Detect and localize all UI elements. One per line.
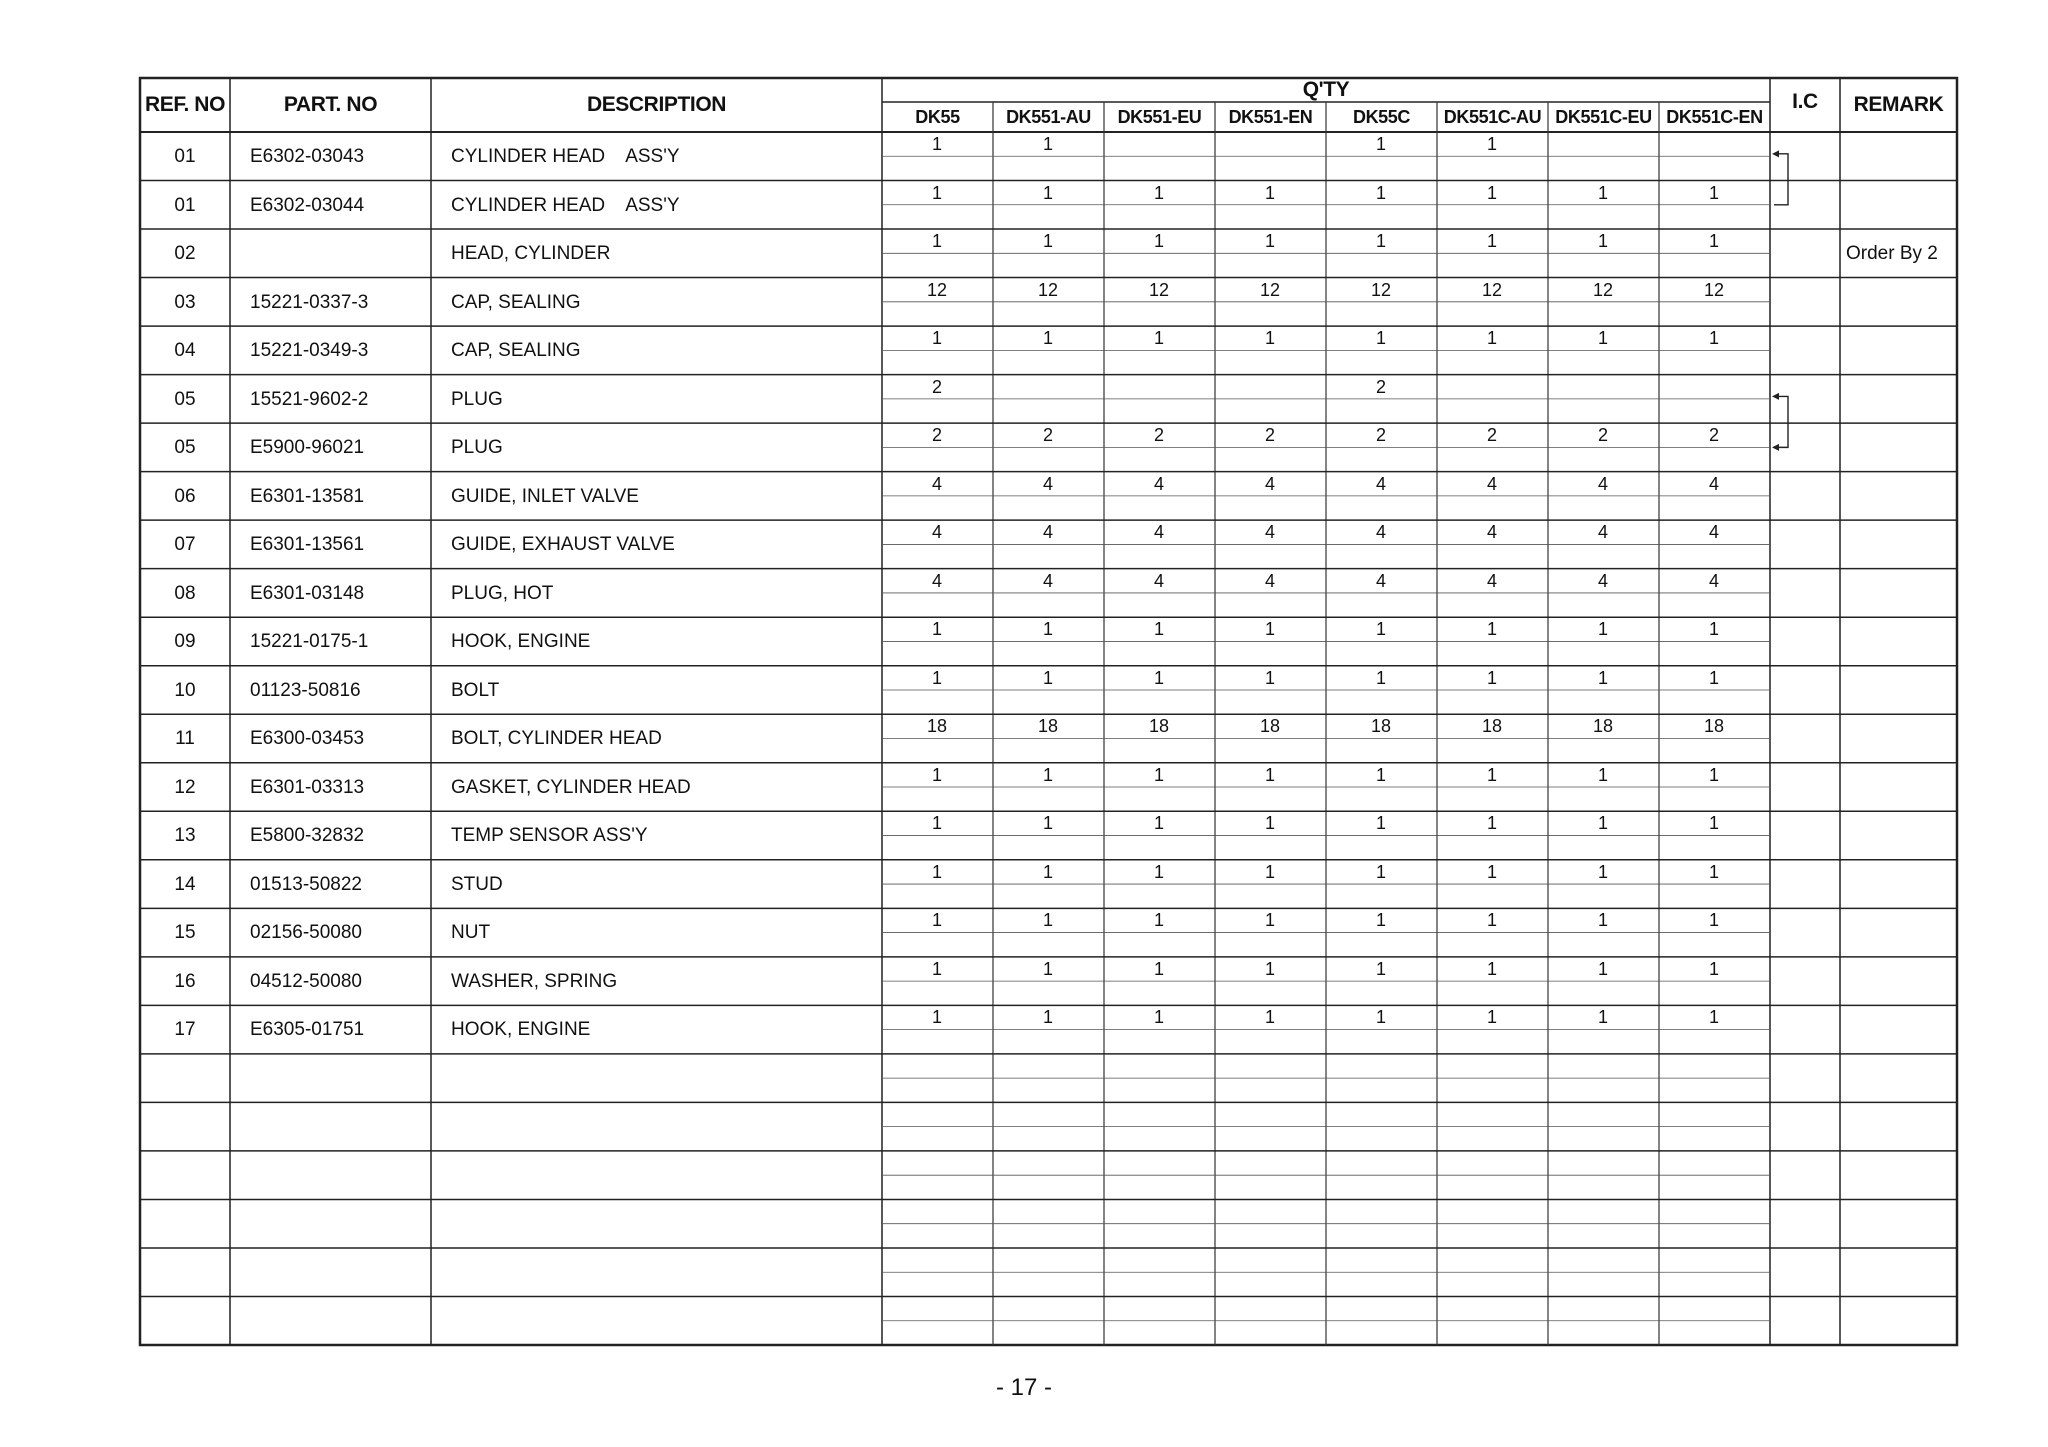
ref-no-cell: 15 bbox=[174, 922, 196, 944]
header-remark: REMARK bbox=[1853, 93, 1944, 116]
qty-cell-dk551c-eu: 12 bbox=[1592, 279, 1614, 300]
qty-cell-dk551c-au: 18 bbox=[1481, 716, 1503, 737]
qty-cell-dk55: 1 bbox=[931, 1007, 942, 1028]
qty-cell-dk551c-en: 1 bbox=[1708, 910, 1719, 931]
qty-cell-dk551-eu: 1 bbox=[1153, 182, 1164, 203]
qty-cell-dk551c-en: 4 bbox=[1708, 473, 1719, 494]
description-cell: NUT bbox=[451, 922, 491, 944]
ref-no-cell: 09 bbox=[174, 631, 196, 653]
qty-cell-dk55c: 1 bbox=[1375, 1007, 1386, 1028]
qty-cell-dk551-au: 12 bbox=[1037, 279, 1059, 300]
header-model-dk551-eu: DK551-EU bbox=[1117, 106, 1202, 127]
description-cell: GASKET, CYLINDER HEAD bbox=[451, 776, 691, 798]
qty-cell-dk551c-en: 1 bbox=[1708, 328, 1719, 349]
qty-cell-dk55c: 1 bbox=[1375, 813, 1386, 834]
qty-cell-dk551c-eu: 1 bbox=[1597, 667, 1608, 688]
qty-cell-dk551c-eu: 1 bbox=[1597, 958, 1608, 979]
part-no-cell: 01123-50816 bbox=[250, 679, 361, 701]
ref-no-cell: 03 bbox=[174, 291, 196, 313]
qty-cell-dk551c-au: 1 bbox=[1486, 134, 1497, 154]
qty-cell-dk551c-eu: 4 bbox=[1597, 522, 1608, 543]
qty-cell-dk55c: 1 bbox=[1375, 134, 1386, 154]
qty-cell-dk55: 1 bbox=[931, 813, 942, 834]
qty-cell-dk551-en: 1 bbox=[1264, 958, 1275, 979]
qty-cell-dk55: 12 bbox=[926, 279, 948, 300]
qty-cell-dk551c-eu: 1 bbox=[1597, 182, 1608, 203]
part-no-cell: 15221-0337-3 bbox=[250, 291, 369, 313]
ref-no-cell: 02 bbox=[174, 243, 196, 265]
interchange-bracket bbox=[1774, 396, 1788, 447]
qty-cell-dk551-eu: 4 bbox=[1153, 570, 1164, 591]
ref-no-cell: 04 bbox=[174, 340, 196, 362]
qty-cell-dk551c-en: 4 bbox=[1708, 570, 1719, 591]
ref-no-cell: 01 bbox=[174, 146, 196, 167]
qty-cell-dk551-en: 18 bbox=[1259, 716, 1281, 737]
qty-cell-dk551-au: 1 bbox=[1042, 619, 1053, 640]
ref-no-cell: 10 bbox=[174, 679, 196, 701]
table-border bbox=[140, 78, 1957, 1345]
qty-cell-dk55: 1 bbox=[931, 182, 942, 203]
description-cell: TEMP SENSOR ASS'Y bbox=[451, 825, 648, 847]
part-no-cell: 04512-50080 bbox=[250, 970, 362, 992]
part-no-cell: 15221-0349-3 bbox=[250, 340, 369, 362]
qty-cell-dk55: 1 bbox=[931, 764, 942, 785]
ref-no-cell: 06 bbox=[174, 485, 196, 507]
ref-no-cell: 05 bbox=[174, 437, 196, 459]
ref-no-cell: 17 bbox=[174, 1019, 196, 1041]
qty-cell-dk551c-en: 2 bbox=[1708, 425, 1719, 446]
qty-cell-dk551c-au: 1 bbox=[1486, 958, 1497, 979]
qty-cell-dk551c-en: 1 bbox=[1708, 861, 1719, 882]
qty-cell-dk551c-au: 1 bbox=[1486, 910, 1497, 931]
interchange-arrow-icon bbox=[1772, 393, 1779, 400]
qty-cell-dk55: 1 bbox=[931, 134, 942, 154]
qty-cell-dk551-en: 1 bbox=[1264, 764, 1275, 785]
header-model-dk551-en: DK551-EN bbox=[1228, 106, 1313, 127]
part-no-cell: E6302-03043 bbox=[250, 146, 365, 167]
description-cell: CYLINDER HEAD ASS'Y bbox=[451, 146, 680, 167]
qty-cell-dk551-en: 1 bbox=[1264, 910, 1275, 931]
qty-cell-dk551-au: 1 bbox=[1042, 1007, 1053, 1028]
qty-cell-dk55: 1 bbox=[931, 958, 942, 979]
qty-cell-dk551-au: 1 bbox=[1042, 231, 1053, 252]
qty-cell-dk55c: 1 bbox=[1375, 910, 1386, 931]
qty-cell-dk55: 2 bbox=[931, 425, 942, 446]
qty-cell-dk551-au: 1 bbox=[1042, 182, 1053, 203]
qty-cell-dk55: 1 bbox=[931, 231, 942, 252]
interchange-arrow-icon bbox=[1772, 150, 1779, 157]
qty-cell-dk55: 1 bbox=[931, 667, 942, 688]
qty-cell-dk551-eu: 1 bbox=[1153, 231, 1164, 252]
qty-cell-dk551-eu: 4 bbox=[1153, 473, 1164, 494]
qty-cell-dk551-en: 1 bbox=[1264, 182, 1275, 203]
qty-cell-dk551c-eu: 1 bbox=[1597, 813, 1608, 834]
qty-cell-dk551c-en: 1 bbox=[1708, 619, 1719, 640]
ref-no-cell: 11 bbox=[175, 728, 195, 750]
qty-cell-dk551-au: 1 bbox=[1042, 958, 1053, 979]
qty-cell-dk551-en: 4 bbox=[1264, 473, 1275, 494]
qty-cell-dk551-eu: 1 bbox=[1153, 328, 1164, 349]
qty-cell-dk55: 4 bbox=[931, 570, 942, 591]
qty-cell-dk551-au: 1 bbox=[1042, 764, 1053, 785]
qty-cell-dk551c-en: 1 bbox=[1708, 764, 1719, 785]
description-cell: PLUG bbox=[451, 437, 503, 459]
qty-cell-dk551-en: 1 bbox=[1264, 667, 1275, 688]
qty-cell-dk55c: 1 bbox=[1375, 619, 1386, 640]
header-ic: I.C bbox=[1792, 90, 1818, 113]
qty-cell-dk55c: 2 bbox=[1375, 376, 1386, 397]
description-cell: PLUG bbox=[451, 388, 503, 410]
qty-cell-dk551c-eu: 1 bbox=[1597, 764, 1608, 785]
qty-cell-dk551c-eu: 2 bbox=[1597, 425, 1608, 446]
qty-cell-dk551-au: 1 bbox=[1042, 134, 1053, 154]
qty-cell-dk551-au: 18 bbox=[1037, 716, 1059, 737]
qty-cell-dk55c: 4 bbox=[1375, 522, 1386, 543]
qty-cell-dk55c: 1 bbox=[1375, 328, 1386, 349]
part-no-cell: E6301-13561 bbox=[250, 534, 365, 556]
qty-cell-dk551c-eu: 1 bbox=[1597, 910, 1608, 931]
qty-cell-dk551-en: 4 bbox=[1264, 522, 1275, 543]
header-ref-no: REF. NO bbox=[144, 93, 226, 116]
ref-no-cell: 08 bbox=[174, 582, 196, 604]
qty-cell-dk551-en: 1 bbox=[1264, 813, 1275, 834]
interchange-bracket bbox=[1774, 154, 1788, 205]
part-no-cell: E6300-03453 bbox=[250, 728, 365, 750]
header-model-dk551c-en: DK551C-EN bbox=[1666, 106, 1763, 127]
qty-cell-dk55c: 1 bbox=[1375, 182, 1386, 203]
qty-cell-dk55c: 4 bbox=[1375, 570, 1386, 591]
qty-cell-dk55c: 4 bbox=[1375, 473, 1386, 494]
qty-cell-dk55c: 1 bbox=[1375, 667, 1386, 688]
qty-cell-dk55c: 1 bbox=[1375, 231, 1386, 252]
qty-cell-dk551-au: 1 bbox=[1042, 813, 1053, 834]
qty-cell-dk551c-en: 12 bbox=[1703, 279, 1725, 300]
qty-cell-dk55c: 1 bbox=[1375, 958, 1386, 979]
qty-cell-dk551c-en: 1 bbox=[1708, 1007, 1719, 1028]
qty-cell-dk55: 4 bbox=[931, 473, 942, 494]
description-cell: STUD bbox=[451, 873, 503, 895]
qty-cell-dk551-eu: 1 bbox=[1153, 667, 1164, 688]
qty-cell-dk551c-en: 1 bbox=[1708, 958, 1719, 979]
description-cell: HOOK, ENGINE bbox=[451, 631, 591, 653]
qty-cell-dk551c-au: 4 bbox=[1486, 522, 1497, 543]
header-part-no: PART. NO bbox=[283, 93, 378, 116]
qty-cell-dk551c-en: 1 bbox=[1708, 182, 1719, 203]
qty-cell-dk55c: 2 bbox=[1375, 425, 1386, 446]
description-cell: GUIDE, INLET VALVE bbox=[451, 485, 639, 507]
ref-no-cell: 14 bbox=[174, 873, 196, 895]
qty-cell-dk551c-eu: 1 bbox=[1597, 231, 1608, 252]
remark-cell: Order By 2 bbox=[1846, 243, 1938, 265]
part-no-cell: E6302-03044 bbox=[250, 194, 365, 216]
part-no-cell: E5800-32832 bbox=[250, 825, 365, 847]
qty-cell-dk551c-au: 1 bbox=[1486, 231, 1497, 252]
qty-cell-dk55c: 18 bbox=[1370, 716, 1392, 737]
qty-cell-dk551c-eu: 1 bbox=[1597, 1007, 1608, 1028]
qty-cell-dk551-eu: 1 bbox=[1153, 1007, 1164, 1028]
qty-cell-dk551-en: 1 bbox=[1264, 619, 1275, 640]
page-number: - 17 - bbox=[995, 1374, 1052, 1401]
part-no-cell: E6301-13581 bbox=[250, 485, 365, 507]
description-cell: HOOK, ENGINE bbox=[451, 1019, 591, 1041]
qty-cell-dk55c: 1 bbox=[1375, 861, 1386, 882]
part-no-cell: E6305-01751 bbox=[250, 1019, 365, 1041]
qty-cell-dk551c-au: 4 bbox=[1486, 570, 1497, 591]
qty-cell-dk551-eu: 1 bbox=[1153, 958, 1164, 979]
header-model-dk551-au: DK551-AU bbox=[1006, 106, 1091, 127]
qty-cell-dk551-au: 4 bbox=[1042, 522, 1053, 543]
part-no-cell: 15521-9602-2 bbox=[250, 388, 369, 410]
qty-cell-dk551c-au: 2 bbox=[1486, 425, 1497, 446]
description-cell: BOLT bbox=[451, 679, 500, 701]
qty-cell-dk551c-au: 1 bbox=[1486, 861, 1497, 882]
description-cell: PLUG, HOT bbox=[451, 582, 554, 604]
qty-cell-dk551c-en: 18 bbox=[1703, 716, 1725, 737]
qty-cell-dk551c-au: 1 bbox=[1486, 328, 1497, 349]
qty-cell-dk551c-eu: 18 bbox=[1592, 716, 1614, 737]
description-cell: CYLINDER HEAD ASS'Y bbox=[451, 194, 680, 216]
qty-cell-dk551c-en: 1 bbox=[1708, 813, 1719, 834]
qty-cell-dk551c-en: 1 bbox=[1708, 231, 1719, 252]
qty-cell-dk551c-eu: 1 bbox=[1597, 619, 1608, 640]
qty-cell-dk551-eu: 1 bbox=[1153, 813, 1164, 834]
qty-cell-dk551-eu: 12 bbox=[1148, 279, 1170, 300]
qty-cell-dk551c-au: 1 bbox=[1486, 182, 1497, 203]
qty-cell-dk551-en: 1 bbox=[1264, 231, 1275, 252]
header-model-dk55c: DK55C bbox=[1352, 106, 1411, 127]
description-cell: HEAD, CYLINDER bbox=[451, 243, 611, 265]
qty-cell-dk551-au: 1 bbox=[1042, 328, 1053, 349]
qty-cell-dk551-eu: 4 bbox=[1153, 522, 1164, 543]
qty-cell-dk551c-au: 1 bbox=[1486, 764, 1497, 785]
qty-cell-dk55: 1 bbox=[931, 861, 942, 882]
header-description: DESCRIPTION bbox=[586, 93, 727, 116]
part-no-cell: 15221-0175-1 bbox=[250, 631, 369, 653]
ref-no-cell: 13 bbox=[174, 825, 196, 847]
qty-cell-dk551-au: 1 bbox=[1042, 667, 1053, 688]
qty-cell-dk551-eu: 18 bbox=[1148, 716, 1170, 737]
qty-cell-dk551c-au: 1 bbox=[1486, 619, 1497, 640]
part-no-cell: E5900-96021 bbox=[250, 437, 365, 459]
qty-cell-dk551c-en: 4 bbox=[1708, 522, 1719, 543]
qty-cell-dk551c-eu: 4 bbox=[1597, 473, 1608, 494]
qty-cell-dk551-eu: 1 bbox=[1153, 764, 1164, 785]
qty-cell-dk55c: 12 bbox=[1370, 279, 1392, 300]
ref-no-cell: 01 bbox=[174, 194, 196, 216]
description-cell: WASHER, SPRING bbox=[451, 970, 618, 992]
qty-cell-dk551-eu: 1 bbox=[1153, 861, 1164, 882]
qty-cell-dk551-en: 2 bbox=[1264, 425, 1275, 446]
qty-cell-dk551-en: 4 bbox=[1264, 570, 1275, 591]
qty-cell-dk55: 4 bbox=[931, 522, 942, 543]
part-no-cell: 01513-50822 bbox=[250, 873, 362, 895]
qty-cell-dk551c-au: 1 bbox=[1486, 667, 1497, 688]
qty-cell-dk551-en: 1 bbox=[1264, 861, 1275, 882]
qty-cell-dk55: 1 bbox=[931, 328, 942, 349]
qty-cell-dk551-au: 4 bbox=[1042, 473, 1053, 494]
description-cell: BOLT, CYLINDER HEAD bbox=[451, 728, 662, 750]
qty-cell-dk551-au: 1 bbox=[1042, 910, 1053, 931]
qty-cell-dk55: 1 bbox=[931, 619, 942, 640]
qty-cell-dk551-eu: 2 bbox=[1153, 425, 1164, 446]
qty-cell-dk551-en: 12 bbox=[1259, 279, 1281, 300]
qty-cell-dk551c-au: 1 bbox=[1486, 813, 1497, 834]
qty-cell-dk551c-eu: 1 bbox=[1597, 328, 1608, 349]
qty-cell-dk551-au: 4 bbox=[1042, 570, 1053, 591]
qty-cell-dk551-eu: 1 bbox=[1153, 619, 1164, 640]
qty-cell-dk551-au: 1 bbox=[1042, 861, 1053, 882]
ref-no-cell: 16 bbox=[174, 970, 196, 992]
qty-cell-dk55: 18 bbox=[926, 716, 948, 737]
qty-cell-dk551c-eu: 1 bbox=[1597, 861, 1608, 882]
qty-cell-dk551c-au: 1 bbox=[1486, 1007, 1497, 1028]
ref-no-cell: 07 bbox=[174, 534, 196, 556]
part-no-cell: E6301-03313 bbox=[250, 776, 365, 798]
part-no-cell: E6301-03148 bbox=[250, 582, 365, 604]
header-model-dk55: DK55 bbox=[915, 106, 960, 127]
qty-cell-dk551c-eu: 4 bbox=[1597, 570, 1608, 591]
qty-cell-dk551c-au: 4 bbox=[1486, 473, 1497, 494]
ref-no-cell: 12 bbox=[174, 776, 196, 798]
qty-cell-dk551-eu: 1 bbox=[1153, 910, 1164, 931]
qty-cell-dk551-au: 2 bbox=[1042, 425, 1053, 446]
qty-cell-dk551c-au: 12 bbox=[1481, 279, 1503, 300]
qty-cell-dk551c-en: 1 bbox=[1708, 667, 1719, 688]
header-model-dk551c-eu: DK551C-EU bbox=[1555, 106, 1652, 127]
qty-cell-dk551-en: 1 bbox=[1264, 328, 1275, 349]
part-no-cell: 02156-50080 bbox=[250, 922, 362, 944]
qty-cell-dk55: 1 bbox=[931, 910, 942, 931]
description-cell: CAP, SEALING bbox=[451, 340, 581, 362]
ref-no-cell: 05 bbox=[174, 388, 196, 410]
description-cell: GUIDE, EXHAUST VALVE bbox=[451, 534, 675, 556]
header-model-dk551c-au: DK551C-AU bbox=[1443, 106, 1542, 127]
qty-cell-dk55c: 1 bbox=[1375, 764, 1386, 785]
qty-cell-dk55: 2 bbox=[931, 376, 942, 397]
interchange-arrow-icon bbox=[1772, 444, 1779, 451]
qty-cell-dk551-en: 1 bbox=[1264, 1007, 1275, 1028]
header-qty: Q'TY bbox=[1302, 78, 1350, 101]
description-cell: CAP, SEALING bbox=[451, 291, 581, 313]
